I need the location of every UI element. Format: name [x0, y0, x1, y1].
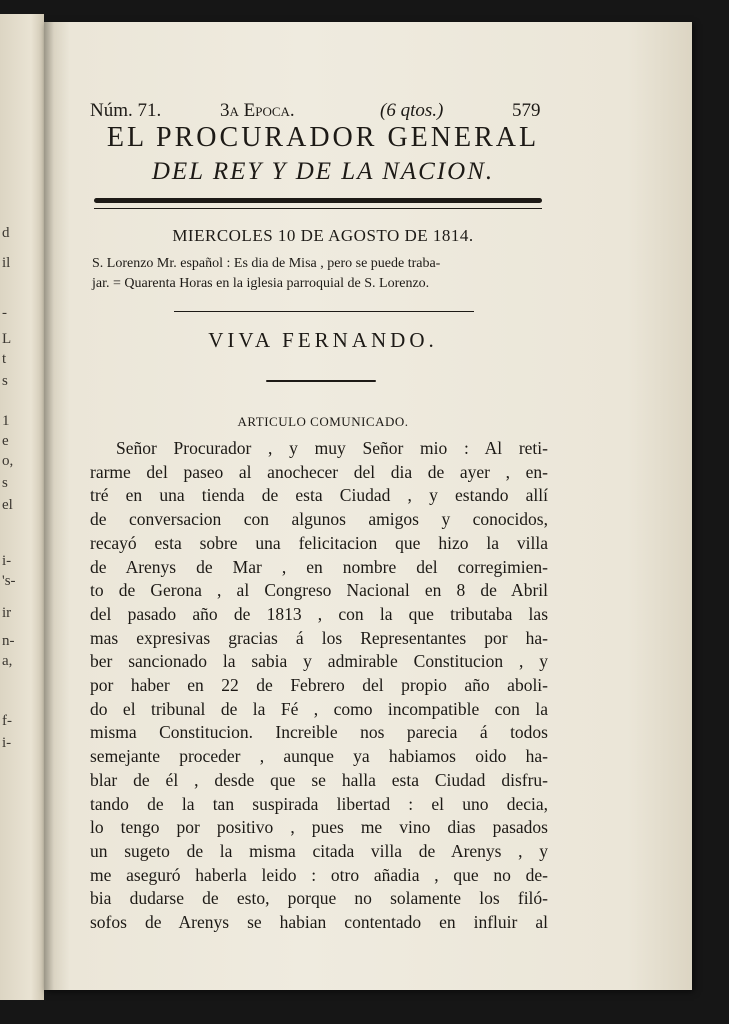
epoch-label: 3a Epoca.: [220, 100, 295, 121]
newspaper-page: [44, 22, 692, 990]
article-line: tando de la tan suspirada libertad : el uno decia,: [90, 793, 548, 814]
article-line: lo tengo por positivo , pues me vino dias pasados: [90, 817, 548, 838]
newspaper-title: EL PROCURADOR GENERAL: [106, 122, 540, 153]
left-page-fragment: L: [2, 331, 12, 347]
article-line: sofos de Arenys se habian contentado en influir al: [90, 912, 548, 932]
viva-heading: VIVA FERNANDO.: [208, 328, 438, 352]
left-page-fragment: ir: [2, 605, 12, 621]
article-line: recayó esta sobre una felicitacion que hizo la villa: [90, 532, 548, 553]
article-line: del pasado año de 1813 , con la que tributaba las: [90, 603, 548, 624]
left-page-fragment: d: [2, 225, 10, 241]
left-page-fragment: s: [2, 373, 8, 389]
article-line: do el tribunal de la Fé , como incompatible con la: [90, 698, 548, 719]
left-page-fragment: e: [2, 433, 9, 449]
left-page-fragment: il: [2, 255, 11, 271]
article-line: mas expresivas gracias á los Representantes por ha-: [90, 627, 548, 648]
left-page-fragment: 's-: [2, 573, 16, 589]
article-line: un sugeto de la misma citada villa de Arenys , y: [90, 840, 548, 861]
article-line: blar de él , desde que se halla esta Ciudad disfru-: [90, 769, 548, 790]
left-page-fragment: -: [2, 305, 7, 321]
section-divider: [174, 311, 474, 312]
left-page-fragment: a,: [2, 653, 13, 669]
page-number: 579: [512, 100, 541, 121]
issue-number: Núm. 71.: [90, 100, 162, 121]
article-line: tré en una tienda de esta Ciudad , y estando allí: [90, 485, 548, 506]
article-line: me aseguró haberla leido : otro añadia , que no de-: [90, 864, 548, 885]
saint-notice-line-2: jar. = Quarenta Horas en la iglesia parroquial de S. Lorenzo.: [92, 276, 430, 291]
left-page-fragment: s: [2, 475, 8, 491]
article-line: semejante proceder , aunque ya habiamos oido ha-: [90, 746, 548, 767]
left-page-fragment: el: [2, 497, 13, 513]
article-line: de conversacion con algunos amigos y conocidos,: [90, 509, 548, 530]
left-page-fragment: i-: [2, 735, 12, 751]
article-line: to de Gerona , al Congreso Nacional en 8 de Abril: [90, 580, 548, 601]
left-page-fragment: 1: [2, 413, 10, 429]
masthead-rule-thin: [94, 208, 542, 209]
ornamental-divider: [266, 380, 376, 382]
newspaper-subtitle: DEL REY Y DE LA NACION.: [151, 158, 495, 185]
article-line: ber sancionado la sabia y admirable Constitucion , y: [90, 651, 548, 672]
article-line: rarme del paseo al anochecer del dia de ayer , en-: [90, 461, 548, 482]
article-line: misma Constitucion. Increible nos parecia á todos: [90, 722, 548, 743]
masthead-rule-thick: [94, 198, 542, 203]
article-heading: ARTICULO COMUNICADO.: [237, 414, 409, 429]
date-line: MIERCOLES 10 DE AGOSTO DE 1814.: [172, 226, 474, 245]
saint-notice-line-1: S. Lorenzo Mr. español : Es dia de Misa , pero se puede traba-: [92, 256, 441, 271]
left-page-fragment: n-: [2, 633, 15, 649]
left-page-fragment: t: [2, 351, 7, 367]
left-page-fragment: f-: [2, 713, 12, 729]
article-line: Señor Procurador , y muy Señor mio : Al reti-: [116, 438, 548, 458]
left-page-fragment: i-: [2, 553, 12, 569]
article-line: bia dudarse de esto, porque no solamente los filó-: [90, 888, 548, 909]
article-line: por haber en 22 de Febrero del propio año aboli-: [90, 675, 548, 695]
left-page-fragment: o,: [2, 453, 14, 469]
page-gutter-shadow: [44, 22, 54, 990]
left-page-edge: [0, 14, 44, 1000]
price-label: (6 qtos.): [380, 100, 444, 121]
article-line: de Arenys de Mar , en nombre del corregimien-: [90, 556, 548, 577]
